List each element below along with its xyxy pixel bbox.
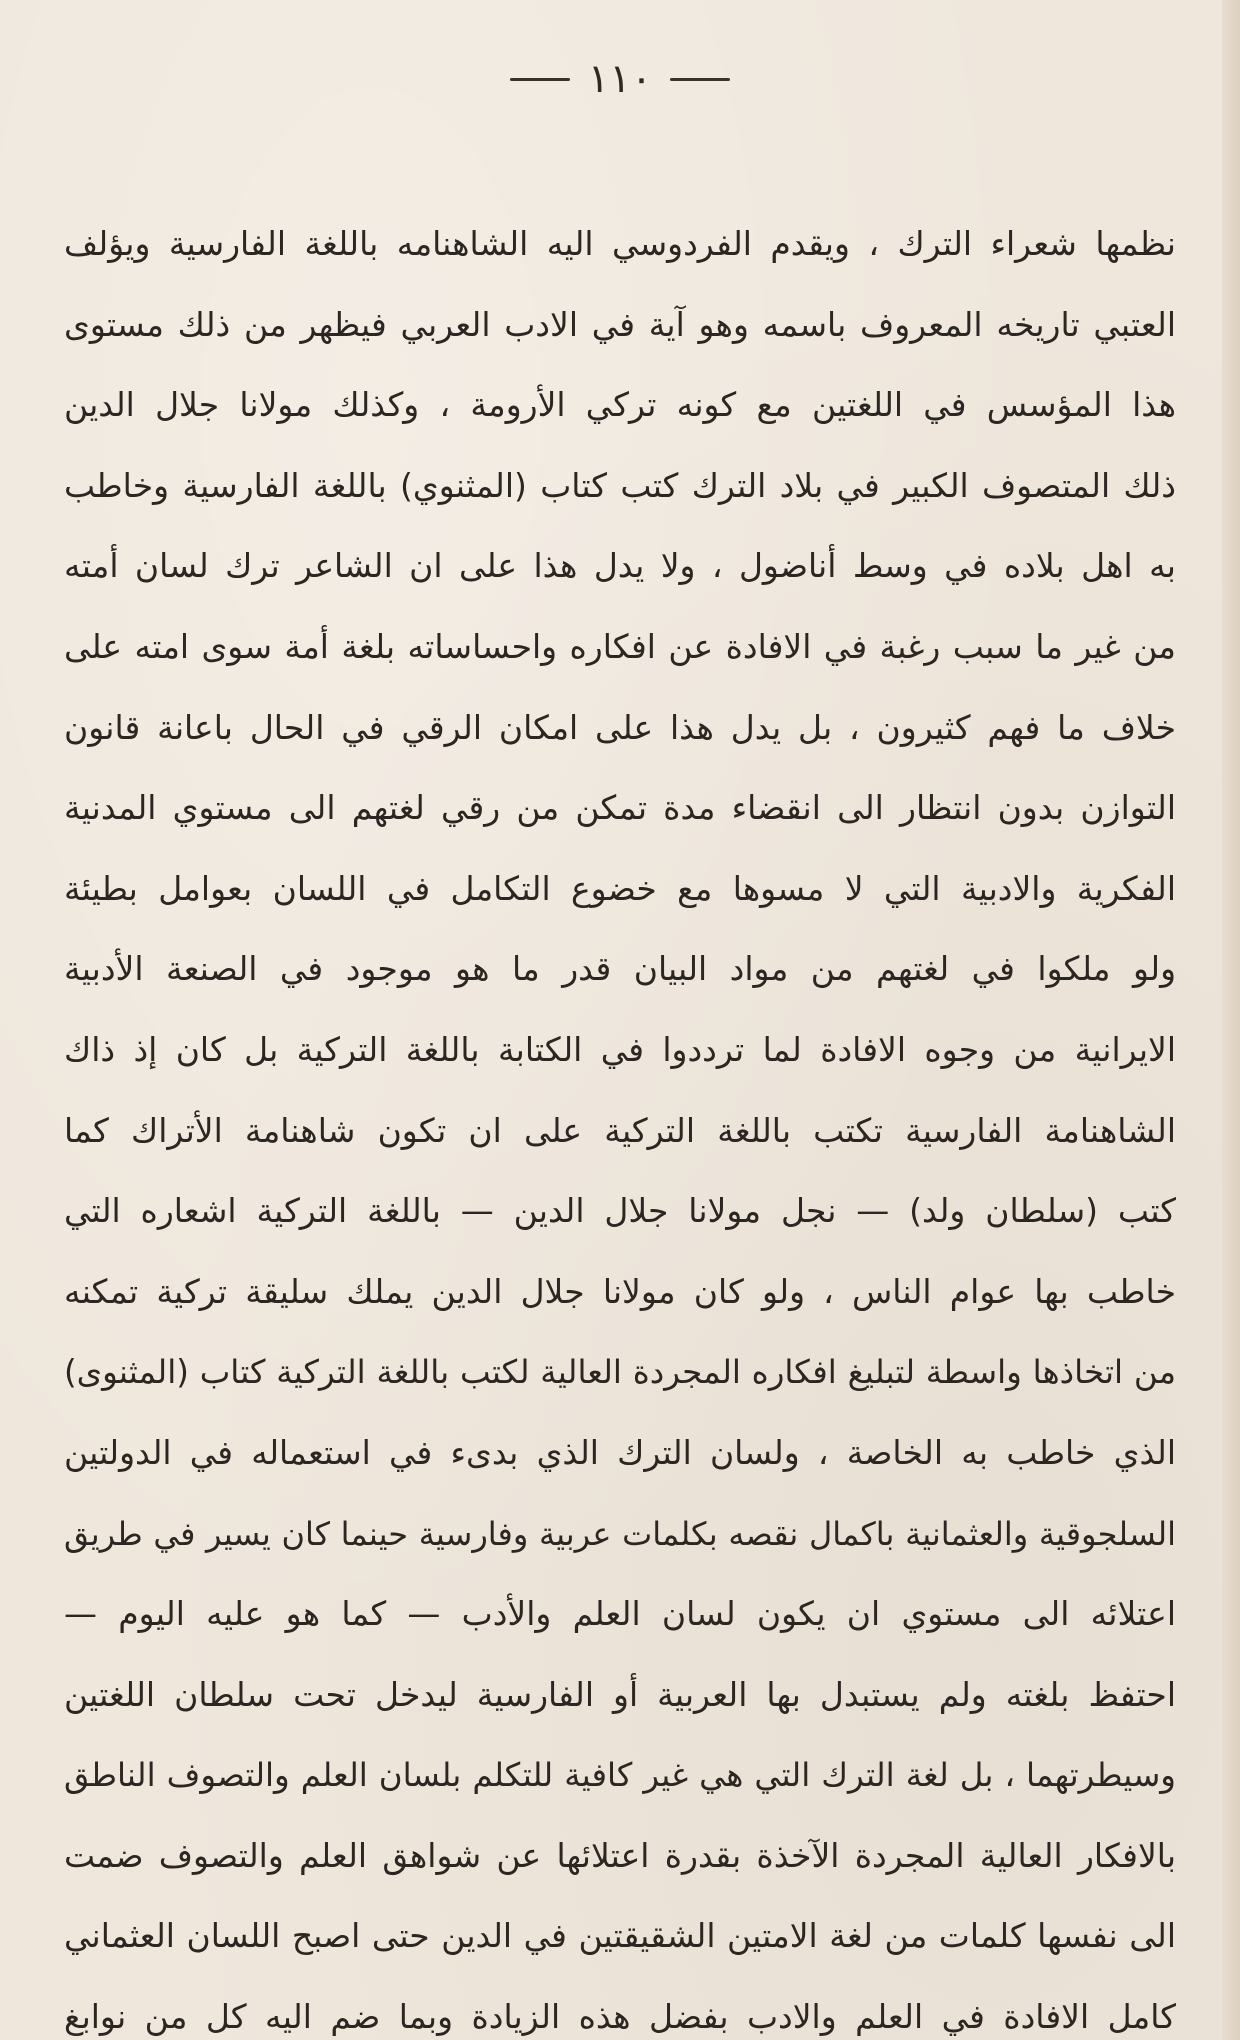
text-line-7: خلاف ما فهم كثيرون ، بل يدل هذا على امكان الرقي في الحال باعانة قانون [64, 707, 1176, 747]
text-line-15: من اتخاذها واسطة لتبليغ افكاره المجردة العالية لكتب باللغة التركية كتاب (المثنوى) [64, 1353, 1176, 1392]
text-line-14: خاطب بها عوام الناس ، ولو كان مولانا جلال الدين يملك سليقة تركية تمكنه [64, 1271, 1176, 1311]
text-line-6: من غير ما سبب رغبة في الافادة عن افكاره واحساساته بلغة أمة سوى امته على [64, 626, 1176, 666]
text-line-18: اعتلائه الى مستوي ان يكون لسان العلم والأدب — كما هو عليه اليوم — [64, 1594, 1176, 1634]
page-edge [1222, 0, 1240, 2040]
text-line-8: التوازن بدون انتظار الى انقضاء مدة تمكن من رقي لغتهم الى مستوي المدنية [64, 788, 1176, 828]
page-number: ١١٠ [587, 56, 653, 102]
text-line-16: الذي خاطب به الخاصة ، ولسان الترك الذي بدىء في استعماله في الدولتين [64, 1432, 1176, 1472]
text-line-4: ذلك المتصوف الكبير في بلاد الترك كتب كتاب (المثنوي) باللغة الفارسية وخاطب [64, 465, 1176, 505]
body-text [64, 204, 1176, 2040]
text-line-23: كامل الافادة في العلم والادب بفضل هذه الزيادة وبما ضم اليه كل من نوابغ [64, 1997, 1176, 2037]
text-line-10: ولو ملكوا في لغتهم من مواد البيان قدر ما هو موجود في الصنعة الأدبية [64, 949, 1176, 989]
text-line-21: بالافكار العالية المجردة الآخذة بقدرة اعتلائها عن شواهق العلم والتصوف ضمت [64, 1835, 1176, 1875]
text-line-1: نظمها شعراء الترك ، ويقدم الفردوسي اليه الشاهنامه باللغة الفارسية ويؤلف [64, 224, 1176, 263]
text-line-20: وسيطرتهما ، بل لغة الترك التي هي غير كافية للتكلم بلسان العلم والتصوف الناطق [64, 1756, 1176, 1795]
header-dash-left [510, 78, 570, 81]
text-line-12: الشاهنامة الفارسية تكتب باللغة التركية على ان تكون شاهنامة الأتراك كما [64, 1110, 1176, 1150]
text-line-22: الى نفسها كلمات من لغة الامتين الشقيقتين في الدين حتى اصبح اللسان العثماني [64, 1916, 1176, 1956]
header-dash-right [670, 78, 730, 81]
text-line-19: احتفظ بلغته ولم يستبدل بها العربية أو الفارسية ليدخل تحت سلطان اللغتين [64, 1674, 1176, 1714]
text-line-9: الفكرية والادبية التي لا مسوها مع خضوع التكامل في اللسان بعوامل بطيئة [64, 868, 1176, 908]
text-line-3: هذا المؤسس في اللغتين مع كونه تركي الأرومة ، وكذلك مولانا جلال الدين [64, 385, 1176, 425]
text-line-13: كتب (سلطان ولد) — نجل مولانا جلال الدين — باللغة التركية اشعاره التي [64, 1191, 1176, 1231]
text-line-11: الايرانية من وجوه الافادة لما ترددوا في الكتابة باللغة التركية بل كان إذ ذاك [64, 1029, 1176, 1069]
page-header [0, 44, 1240, 114]
text-line-2: العتبي تاريخه المعروف باسمه وهو آية في الادب العربي فيظهر من ذلك مستوى [64, 304, 1176, 344]
text-line-5: به اهل بلاده في وسط أناضول ، ولا يدل هذا على ان الشاعر ترك لسان أمته [64, 546, 1176, 586]
text-line-17: السلجوقية والعثمانية باكمال نقصه بكلمات عربية وفارسية حينما كان يسير في طريق [64, 1514, 1176, 1553]
